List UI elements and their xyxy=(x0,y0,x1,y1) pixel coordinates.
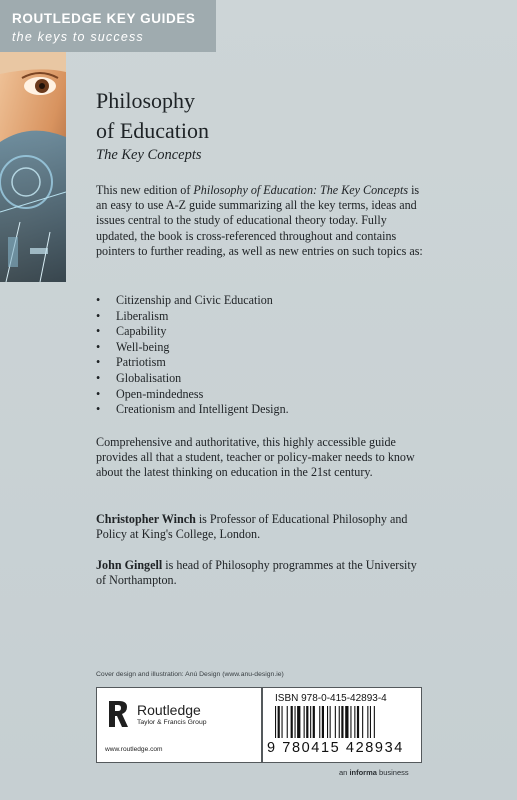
intro-book-title: Philosophy of Education: The Key Concepts xyxy=(193,183,409,197)
publisher-website: www.routledge.com xyxy=(105,746,163,753)
topic-item: • Capability xyxy=(96,324,289,340)
cover-photo-strip xyxy=(0,52,66,282)
informa-suffix: business xyxy=(376,768,409,777)
author-bio xyxy=(96,512,426,542)
publisher-group: Taylor & Francis Group xyxy=(137,719,207,726)
series-banner xyxy=(0,0,216,52)
face-illustration xyxy=(0,52,66,282)
blurb-intro xyxy=(96,183,426,259)
topic-list xyxy=(96,293,289,418)
intro-text-rest: is an easy to use A-Z guide summarizing all the key terms, ideas and issues central to the study of educational theory today. Fully updated, the book is cross-referenced throughout and contains pointers to further reading, as well as new entries on such topics as: xyxy=(96,183,423,258)
intro-text-start: This new edition of xyxy=(96,183,194,197)
isbn-barcode-box xyxy=(262,687,422,763)
topic-item: • Well-being xyxy=(96,340,289,356)
topic-item: • Creationism and Intelligent Design. xyxy=(96,402,289,418)
barcode-graphic xyxy=(273,706,411,738)
author-bio xyxy=(96,558,426,588)
author-bio-text: is head of Philosophy programmes at the University of Northampton. xyxy=(96,558,417,588)
book-title-line1: Philosophy xyxy=(96,88,196,113)
book-subtitle: The Key Concepts xyxy=(96,147,202,163)
topic-item: • Globalisation xyxy=(96,371,289,387)
author-name: John Gingell xyxy=(96,558,163,572)
informa-business-tag xyxy=(339,768,409,777)
series-title: ROUTLEDGE KEY GUIDES xyxy=(12,11,196,26)
routledge-logo-icon xyxy=(105,699,131,729)
topic-item: • Patriotism xyxy=(96,355,289,371)
publisher-box xyxy=(96,687,262,763)
topic-item: • Liberalism xyxy=(96,309,289,325)
book-title-line2: of Education xyxy=(96,118,210,143)
book-title xyxy=(96,86,209,146)
topic-item: • Citizenship and Civic Education xyxy=(96,293,289,309)
cover-design-credit: Cover design and illustration: Anú Design (www.anu-design.ie) xyxy=(96,671,284,678)
ean-digits: 9 780415 428934 xyxy=(267,740,404,756)
blurb-closing: Comprehensive and authoritative, this highly accessible guide provides all that a student, teacher or policy-maker needs to know about the latest thinking on education in the 21st century. xyxy=(96,435,415,480)
publisher-name: Routledge xyxy=(137,702,201,718)
author-bio-text: is Professor of Educational Philosophy and Policy at King's College, London. xyxy=(96,512,408,542)
isbn-label: ISBN 978-0-415-42893-4 xyxy=(275,693,387,704)
topic-item: • Open-mindedness xyxy=(96,387,289,403)
informa-prefix: an xyxy=(339,768,350,777)
series-tagline: the keys to success xyxy=(12,30,144,44)
informa-brand: informa xyxy=(349,768,377,777)
author-name: Christopher Winch xyxy=(96,512,196,526)
